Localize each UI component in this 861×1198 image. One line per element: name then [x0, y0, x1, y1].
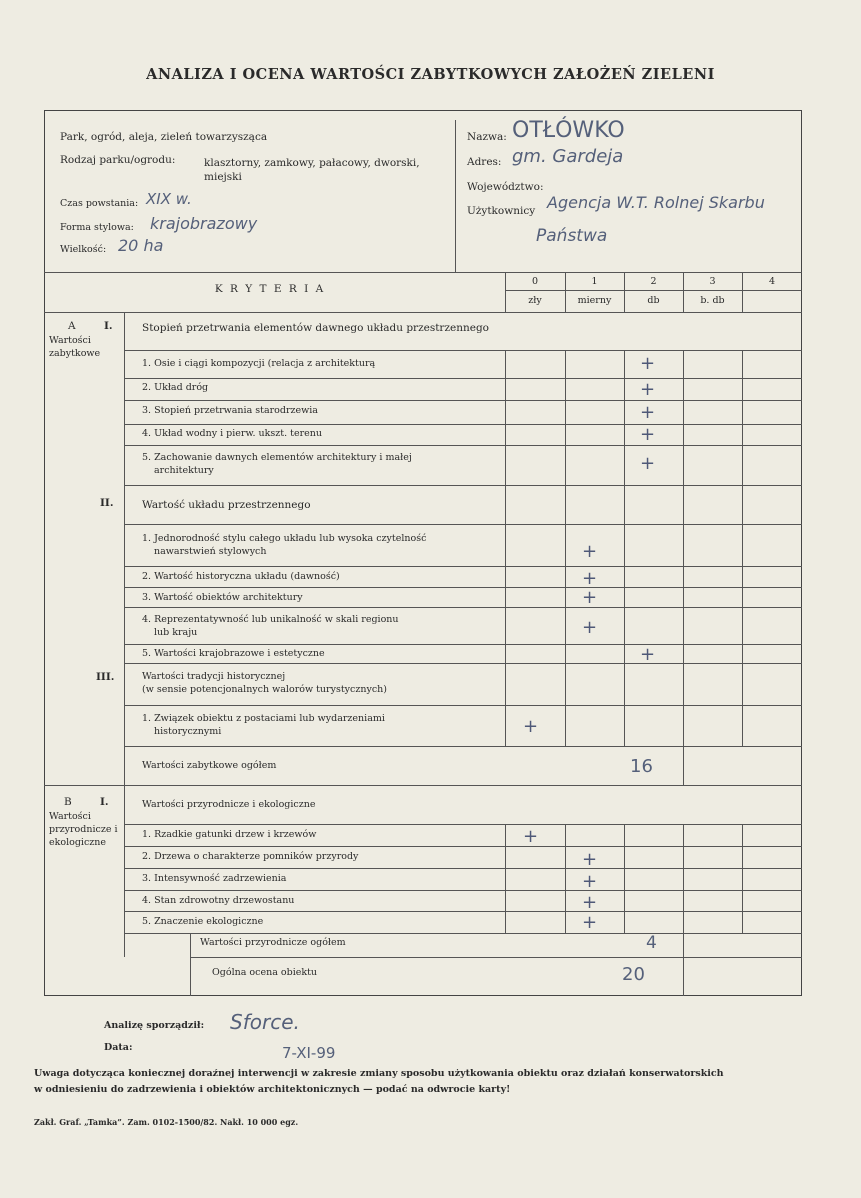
row-a1-3: 3. Stopień przetrwania starodrzewia — [142, 405, 318, 416]
criteria-header-bottom-line — [44, 312, 802, 313]
b-col-line-4 — [742, 824, 743, 933]
score-2: 2 — [650, 276, 657, 287]
col-line-0 — [505, 272, 506, 312]
data-value: 7-XI-99 — [282, 1044, 336, 1062]
section-b-label: B — [64, 796, 72, 808]
forma-label: Forma stylowa: — [60, 222, 134, 233]
row-a3-1a: 1. Związek obiektu z postaciami lub wydarzeniami — [142, 713, 385, 724]
col-line-1 — [565, 272, 566, 312]
row-a2-1a: 1. Jednorodność stylu całego układu lub wysoka czytelność — [142, 533, 427, 544]
b-total-value: 4 — [646, 933, 657, 953]
adres-value: gm. Gardeja — [512, 146, 624, 167]
row-a1-1: 1. Osie i ciągi kompozycji (relacja z architekturą — [142, 358, 376, 369]
grid-line — [124, 587, 802, 588]
mark-a3-1: + — [523, 716, 539, 737]
b-col-line-0 — [505, 824, 506, 933]
row-a1-5b: architektury — [154, 465, 214, 476]
row-a1-2: 2. Układ dróg — [142, 382, 209, 393]
grid-line — [124, 933, 802, 934]
row-b1-5: 5. Znaczenie ekologiczne — [142, 916, 264, 927]
grid-line — [124, 400, 802, 401]
col-line-2 — [624, 272, 625, 312]
overall-value: 20 — [622, 964, 645, 985]
nazwa-value: OTŁÓWKO — [512, 118, 625, 143]
grid-line — [124, 868, 802, 869]
b-col-line-3 — [683, 824, 684, 933]
body-col-line-2 — [624, 350, 625, 746]
grid-line — [124, 424, 802, 425]
czas-label: Czas powstania: — [60, 198, 139, 209]
analiza-label: Analizę sporządził: — [104, 1020, 205, 1031]
grid-line — [190, 957, 802, 958]
mark-b1-3: + — [582, 871, 598, 892]
row-a2-2: 2. Wartość historyczna układu (dawność) — [142, 571, 340, 582]
grid-line — [124, 846, 802, 847]
mark-b1-1: + — [523, 826, 539, 847]
b-total-col-line — [683, 933, 684, 996]
row-a2-5: 5. Wartości krajobrazowe i estetyczne — [142, 648, 325, 659]
row-a1-5a: 5. Zachowanie dawnych elementów architektury i małej — [142, 452, 412, 463]
wielkosc-label: Wielkość: — [60, 244, 107, 255]
a-total-value: 16 — [630, 756, 653, 777]
section-b-i: I. — [100, 796, 109, 808]
b-col-line-1 — [565, 824, 566, 933]
mark-a2-2: + — [582, 568, 598, 589]
grid-line — [124, 607, 802, 608]
row-a2-4a: 4. Reprezentatywność lub unikalność w skali regionu — [142, 614, 399, 625]
row-a2-4b: lub kraju — [154, 627, 198, 638]
score-header-divider — [505, 290, 802, 291]
row-b1-2: 2. Drzewa o charakterze pomników przyrody — [142, 851, 359, 862]
grid-line — [124, 644, 802, 645]
body-col-line-4 — [742, 350, 743, 746]
imprint: Zakł. Graf. „Tamka”. Zam. 0102-1500/82. Nakł. 10 000 egz. — [34, 1117, 299, 1127]
score-name-0: zły — [528, 295, 542, 306]
wojewodztwo-label: Województwo: — [467, 181, 544, 193]
grid-line — [124, 485, 802, 486]
row-b1-1: 1. Rzadkie gatunki drzew i krzewów — [142, 829, 317, 840]
score-0: 0 — [531, 276, 539, 287]
mark-a2-3: + — [582, 587, 598, 608]
row-a1-4: 4. Układ wodny i pierw. ukszt. terenu — [142, 428, 322, 439]
b-col-line-2 — [624, 824, 625, 933]
uzytkownicy-value-1: Agencja W.T. Rolnej Skarbu — [547, 193, 765, 212]
body-col-line-1 — [565, 350, 566, 746]
body-col-line-3 — [683, 350, 684, 785]
mark-a1-2: + — [640, 379, 656, 400]
body-col-line-0 — [505, 350, 506, 746]
group-a3-title-2: (w sensie potencjonalnych walorów turystycznych) — [142, 684, 387, 695]
section-divider — [124, 312, 125, 957]
grid-line — [124, 911, 802, 912]
czas-value: XIX w. — [146, 190, 192, 208]
row-a2-1b: nawarstwień stylowych — [154, 546, 267, 557]
mark-b1-4: + — [582, 892, 598, 913]
group-a3-title-1: Wartości tradycji historycznej — [142, 671, 286, 682]
park-label: Park, ogród, aleja, zieleń towarzysząca — [60, 131, 268, 143]
section-b-name: Wartości przyrodnicze i ekologiczne — [49, 811, 118, 848]
a-total-label: Wartości zabytkowe ogółem — [142, 760, 277, 771]
uwaga-line-1: Uwaga dotycząca koniecznej doraźnej interwencji w zakresie zmiany sposobu użytkowania obiektu oraz działań konserwatorskich — [34, 1068, 724, 1079]
grid-line — [124, 785, 802, 786]
rodzaj-options-1: klasztorny, zamkowy, pałacowy, dworski, — [204, 157, 420, 169]
grid-line — [124, 350, 802, 351]
grid-line — [124, 746, 802, 747]
kryteria-label: K R Y T E R I A — [214, 283, 326, 295]
grid-line — [124, 524, 802, 525]
criteria-top-line — [44, 272, 802, 273]
mark-a1-3: + — [640, 402, 656, 423]
uzytkownicy-label: Użytkownicy — [467, 205, 536, 217]
group-b1-title: Wartości przyrodnicze i ekologiczne — [142, 799, 316, 810]
header-divider — [455, 120, 456, 272]
grid-line — [124, 663, 802, 664]
row-a2-3: 3. Wartość obiektów architektury — [142, 592, 303, 603]
mark-a1-4: + — [640, 424, 656, 445]
uwaga-line-2: w odniesieniu do zadrzewienia i obiektów architektonicznych — podać na odwrocie karty! — [34, 1084, 511, 1095]
adres-label: Adres: — [467, 156, 502, 168]
grid-line — [124, 705, 802, 706]
uzytkownicy-value-2: Państwa — [536, 226, 608, 246]
group-a2-title: Wartość układu przestrzennego — [142, 499, 311, 511]
rodzaj-options-2: miejski — [204, 171, 242, 183]
col-line-4 — [742, 272, 743, 312]
nazwa-label: Nazwa: — [467, 131, 507, 143]
row-a3-1b: historycznymi — [154, 726, 222, 737]
data-label: Data: — [104, 1042, 133, 1053]
mark-a2-5: + — [640, 644, 656, 665]
score-name-1: mierny — [577, 295, 612, 306]
analiza-signature: Sforce. — [230, 1010, 300, 1034]
mark-b1-2: + — [582, 849, 598, 870]
mark-a2-4: + — [582, 617, 598, 638]
score-1: 1 — [591, 276, 598, 287]
score-3: 3 — [709, 276, 716, 287]
grid-line — [124, 824, 802, 825]
form-title: ANALIZA I OCENA WARTOŚCI ZABYTKOWYCH ZAŁOŻEŃ ZIELENI — [146, 66, 715, 83]
mark-a2-1: + — [582, 541, 598, 562]
grid-line — [124, 566, 802, 567]
total-box-left — [190, 933, 191, 996]
mark-a1-5: + — [640, 453, 656, 474]
wielkosc-value: 20 ha — [118, 236, 164, 255]
row-b1-3: 3. Intensywność zadrzewienia — [142, 873, 287, 884]
score-name-3: b. db — [700, 295, 725, 306]
mark-a1-1: + — [640, 353, 656, 374]
overall-label: Ogólna ocena obiektu — [212, 967, 318, 978]
section-a-ii: II. — [100, 497, 114, 509]
section-a-i: I. — [104, 320, 113, 332]
grid-line — [124, 445, 802, 446]
section-a-label: A — [68, 320, 76, 332]
rodzaj-label: Rodzaj parku/ogrodu: — [60, 154, 176, 166]
group-a1-title: Stopień przetrwania elementów dawnego układu przestrzennego — [142, 322, 489, 334]
b-total-label: Wartości przyrodnicze ogółem — [200, 937, 346, 948]
score-name-2: db — [647, 295, 660, 306]
col-line-3 — [683, 272, 684, 312]
section-a-name: Wartości zabytkowe — [49, 335, 101, 359]
section-a-iii: III. — [96, 671, 115, 683]
row-b1-4: 4. Stan zdrowotny drzewostanu — [142, 895, 295, 906]
score-4: 4 — [768, 276, 776, 287]
mark-b1-5: + — [582, 912, 598, 933]
section-ab-divider — [44, 785, 124, 786]
forma-value: krajobrazowy — [150, 214, 258, 233]
grid-line — [124, 378, 802, 379]
grid-line — [124, 890, 802, 891]
